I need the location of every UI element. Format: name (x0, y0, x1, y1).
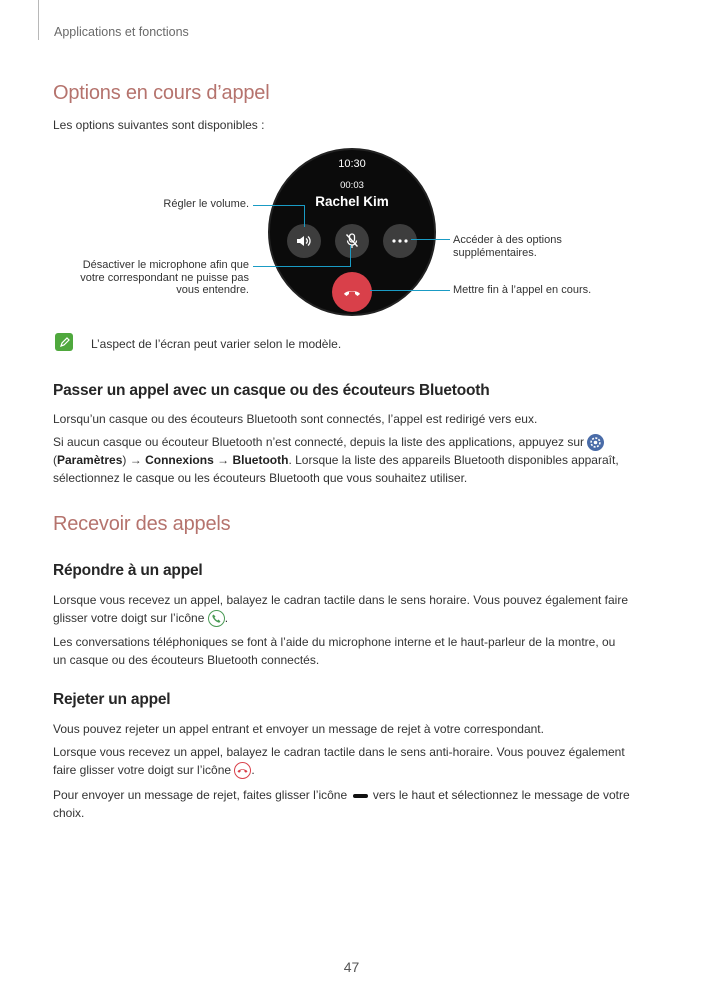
reject-p3 (53, 786, 653, 822)
text-run: glisser votre doigt sur l’icône (53, 611, 205, 625)
callout-more-line: Accéder à des options (453, 234, 562, 246)
callout-end: Mettre fin à l’appel en cours. (453, 284, 592, 296)
hang-up-icon (342, 287, 362, 297)
callout-mute-line: vous entendre. (176, 284, 249, 296)
text-run: sélectionnez le casque ou les écouteurs Bluetooth que vous souhaitez utiliser. (53, 471, 468, 486)
text-run: ) (122, 453, 127, 468)
text-run: Lorsque vous recevez un appel, balayez le cadran tactile dans le sens horaire. Vous pouvez également faire (53, 593, 629, 607)
callout-line-volume-v (304, 205, 305, 227)
callout-mute (50, 259, 249, 297)
callout-line-more (411, 239, 450, 240)
mic-off-icon (345, 233, 359, 249)
handle-bar-icon (353, 794, 368, 798)
text-run: faire glisser votre doigt sur l’icône (53, 763, 232, 777)
text-run: Lorsque vous recevez un appel, balayez le cadran tactile dans le sens anti-horaire. Vous pouvez également (53, 745, 625, 759)
text-run: ( (53, 453, 57, 468)
running-header: Applications et fonctions (54, 25, 189, 39)
reject-p2 (53, 743, 653, 779)
settings-gear-icon (587, 434, 604, 451)
accept-call-icon (208, 610, 225, 627)
callout-line-end (370, 290, 450, 291)
note-text: L’aspect de l’écran peut varier selon le modèle. (91, 337, 342, 351)
subsection-title-reject: Rejeter un appel (53, 691, 171, 708)
callout-line-volume (253, 205, 305, 206)
mute-button[interactable] (335, 224, 369, 258)
section-title-receive: Recevoir des appels (53, 513, 231, 535)
arrow-icon: → (217, 453, 230, 468)
callout-line-mute-v (350, 245, 351, 267)
callout-mute-line: Désactiver le microphone afin que (82, 259, 249, 271)
callout-more (453, 234, 653, 259)
more-options-button[interactable] (383, 224, 417, 258)
callout-volume: Régler le volume. (163, 198, 249, 210)
page-number: 47 (343, 959, 360, 975)
callout-line-mute (253, 266, 351, 267)
bluetooth-p1: Lorsqu’un casque ou des écouteurs Bluetooth sont connectés, l’appel est redirigé vers eux. (53, 412, 538, 426)
reject-p1: Vous pouvez rejeter un appel entrant et envoyer un message de rejet à votre correspondant. (53, 722, 544, 736)
reject-call-icon (234, 762, 251, 779)
margin-rule (38, 0, 39, 40)
menu-path-connexions: Connexions (145, 453, 214, 468)
menu-path-bluetooth: Bluetooth (232, 453, 289, 468)
answer-p1 (53, 591, 653, 627)
subsection-title-bluetooth: Passer un appel avec un casque ou des écouteurs Bluetooth (53, 382, 490, 399)
text-run: . (224, 611, 229, 625)
text-run: choix. (53, 806, 85, 820)
volume-button[interactable] (287, 224, 321, 258)
options-intro: Les options suivantes sont disponibles : (53, 118, 265, 132)
subsection-title-answer: Répondre à un appel (53, 562, 203, 579)
text-run: Pour envoyer un message de rejet, faites glisser l’icône (53, 788, 348, 802)
caller-name: Rachel Kim (315, 194, 389, 209)
text-run: . (251, 763, 255, 777)
text-run: un casque ou des écouteurs Bluetooth connectés. (53, 653, 320, 667)
text-run: . Lorsque la liste des appareils Bluetooth disponibles apparaît, (288, 453, 619, 468)
section-title-options: Options en cours d’appel (53, 82, 270, 104)
arrow-icon: → (129, 453, 142, 468)
answer-p2 (53, 633, 653, 669)
call-duration: 00:03 (340, 180, 364, 191)
menu-path-settings: Paramètres (57, 453, 123, 468)
text-run: vers le haut et sélectionnez le message de votre (372, 788, 630, 802)
callout-more-line: supplémentaires. (453, 246, 537, 259)
end-call-button[interactable] (332, 272, 372, 312)
callout-mute-line: votre correspondant ne puisse pas (80, 271, 249, 284)
text-run: Si aucun casque ou écouteur Bluetooth n’est connecté, depuis la liste des applications, appuyez sur (53, 435, 585, 449)
more-icon (392, 239, 408, 243)
text-run: Les conversations téléphoniques se font à l’aide du microphone interne et le haut-parleur de la montre, ou (53, 635, 616, 649)
watch-time: 10:30 (338, 158, 366, 170)
speaker-icon (296, 234, 312, 248)
bluetooth-p2 (53, 433, 653, 487)
note-icon (55, 333, 73, 351)
